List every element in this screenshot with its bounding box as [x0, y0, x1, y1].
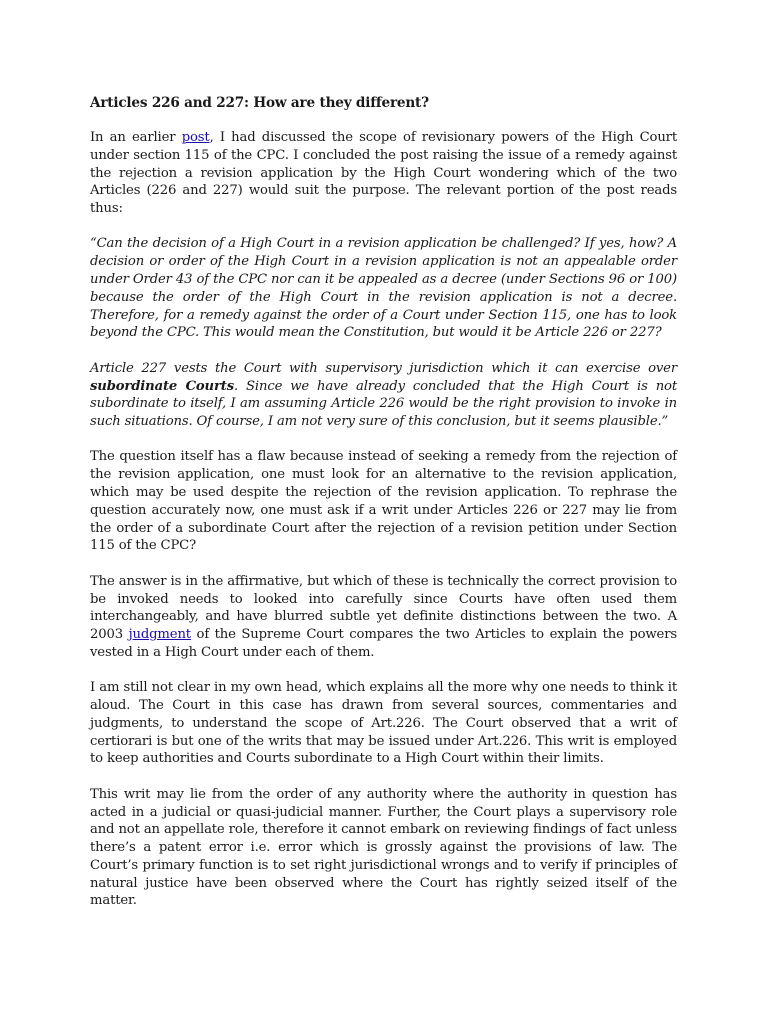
answer-text-after-link: of the Supreme Court compares the two Articles to explain the powers vested in a High Court under each of them.: [90, 627, 677, 660]
scope-paragraph: I am still not clear in my own head, which explains all the more why one needs to think it aloud. The Court in this case has drawn from several sources, commentaries and judgments, to understand the scope of Art.226. The Court observed that a writ of certiorari is but one of the writs that may be issued under Art.226. This writ is employed to keep authorities and Courts subordinate to a High Court within their limits.: [90, 680, 677, 767]
document-page: [90, 94, 677, 928]
quoted-paragraph-2: [90, 360, 677, 431]
writ-paragraph: This writ may lie from the order of any authority where the authority in question has acted in a judicial or quasi-judicial manner. Further, the Court plays a supervisory role and not an appellate role, therefore it cannot embark on reviewing findings of fact unless there’s a patent error i.e. error which is grossly against the provisions of law. The Court’s primary function is to set right jurisdictional wrongs and to verify if principles of natural justice have been observed where the Court has rightly seized itself of the matter.: [90, 786, 677, 909]
intro-text-after-link: , I had discussed the scope of revisionary powers of the High Court under section 115 of the CPC. I concluded the post raising the issue of a remedy against the rejection a revision application by the High Court wondering which of the two Articles (226 and 227) would suit the purpose. The relevant portion of the post reads thus:: [90, 130, 677, 217]
judgment-link[interactable]: judgment: [128, 627, 191, 643]
answer-text-before-link: The answer is in the affirmative, but which of these is technically the correct provision to be invoked needs to looked into carefully since Courts have often used them interchangeably, and have blurred subtle yet definite distinctions between the two. A 2003: [90, 573, 677, 643]
quote2-text-after-bold: . Since we have already concluded that the High Court is not subordinate to itself, I am assuming Article 226 would be the right provision to invoke in such situations. Of course, I am not very sure of this conclusion, but it seems plausible.”: [90, 378, 677, 430]
article-title: Articles 226 and 227: How are they different?: [90, 95, 429, 111]
answer-paragraph: [90, 573, 677, 662]
quoted-paragraph-1: “Can the decision of a High Court in a revision application be challenged? If yes, how? A decision or order of the High Court in a revision application is not an appealable order under Order 43 of the CPC nor can it be appealed as a decree (under Sections 96 or 100) because the order of the High Court in the revision application is not a decree. Therefore, for a remedy against the order of a Court under Section 115, one has to look beyond the CPC. This would mean the Constitution, but would it be Article 226 or 227?: [90, 236, 677, 341]
intro-paragraph: [90, 129, 677, 218]
subordinate-courts-emphasis: subordinate Courts: [90, 378, 235, 394]
question-flaw-paragraph: The question itself has a flaw because instead of seeking a remedy from the rejection of the revision application, one must look for an alternative to the revision application, which may be used despite the rejection of the revision application. To rephrase the question accurately now, one must ask if a writ under Articles 226 or 227 may lie from the order of a subordinate Court after the rejection of a revision petition under Section 115 of the CPC?: [90, 449, 677, 554]
quote2-text-before-bold: Article 227 vests the Court with supervisory jurisdiction which it can exercise over: [90, 360, 677, 376]
post-link[interactable]: post: [181, 130, 210, 145]
intro-text-before-link: In an earlier: [90, 130, 182, 145]
